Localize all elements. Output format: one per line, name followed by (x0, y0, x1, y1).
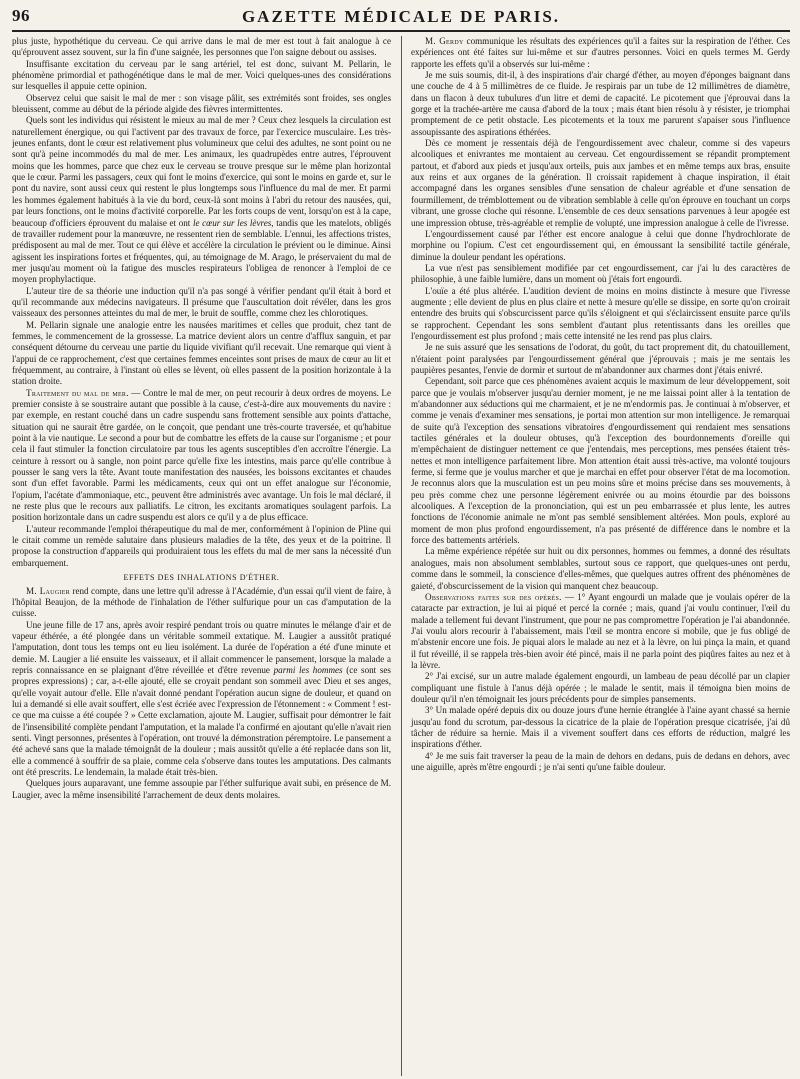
run-in-heading: Observations faites sur des opérés. (425, 591, 562, 602)
run-in-heading: Traitement du mal de mer. (26, 387, 129, 398)
paragraph (12, 586, 391, 620)
paragraph: M. Pellarin signale une analogie entre les nausées maritimes et celles que produit, chez tant de femmes, le commencement de la grossesse. La matrice devient alors un centre d'afflux sanguin, et par conséquent détourne du cerveau une partie du liquide vivifiant qu'il recevait. Une remarque qui vient à l'appui de ce rapprochement, c'est que certaines femmes enceintes sont prises de maux de cœur au lit et fréquemment, au contraire, à l'instant où elles se lèvent, où elles passent de la position horizontale à la station droite. (12, 319, 391, 387)
left-column (12, 36, 391, 1076)
italic-phrase: le cœur sur les lèvres (192, 217, 272, 228)
run-in-name: M. Laugier (26, 585, 71, 596)
journal-title: GAZETTE MÉDICALE DE PARIS. (241, 7, 561, 26)
paragraph: Insuffisante excitation du cerveau par le sang artériel, tel est donc, suivant M. Pellarin, le phénomène primordial et pathogénétique dans le mal de mer. Voici quelques-unes des considérations sur lesquelles il appuie cette opinion. (12, 58, 391, 92)
paragraph: Je me suis soumis, dit-il, à des inspirations d'air chargé d'éther, au moyen d'éponges baignant dans une couche de 4 à 5 millimètres de ce fluide. Je respirais par un tube de 12 millimètres de diamètre, dans un flacon à deux tubulures d'un litre et demi de capacité. Le picotement que j'éprouvai dans la gorge et la trachée-artère me causa d'abord de la toux ; mais étant bien résolu à y résister, je triomphai promptement de ce petit obstacle. Les picotements et la toux me parurent s'apaiser sous l'influence assoupissante des aspirations éthérées. (411, 70, 790, 137)
right-column (401, 36, 790, 1076)
text-run: Quels sont les individus qui résistent le mieux au mal de mer ? Ceux chez lesquels la circulation est naturellement énergique, ou qui l'activent par des travaux de force, par l'exercice musculaire. Les très-jeunes enfants, dont le cœur est relativement plus volumineux que celui des adultes, ne sont point ou ne sont qu'à peine incommodés du mal de mer. Les animaux, les quadrupèdes entre autres, l'éprouvent moins que les hommes, parce que chez eux le cerveau se trouve presque sur le même plan horizontal que le cœur. Parmi les passagers, ceux qui font le moins d'exercice, qui sont le moins en garde et, sur le pont du navire, sont aussi ceux qui restent le plus longtemps sous l'influence du mal de mer. Et parmi les hommes également habitués à la vie du bord, ceux-là sont moins à l'abri du retour des nausées, qui, par leurs fonctions, ont le moins d'activité corporelle. Par les forts coups de vent, lorsqu'on est à la cape, beaucoup d'officiers éprouvent du malaise et ont (12, 115, 391, 228)
text-run: , tandis que les matelots, obligés de travailler rudement pour la manœuvre, ne ressentent rien de semblable. L'ennui, les affections tristes, prédisposent au mal de mer. Tout ce qui élève et accélère la circulation le prévient ou le diminue. Ainsi agissent les inspirations fortes et fréquentes, qui, au témoignage de M. Arago, le préservaient du mal de mer jusqu'au moment où la fatigue des muscles respirateurs l'obligea de renoncer à l'emploi de ce moyen prophylactique. (12, 217, 391, 285)
paragraph: 2° J'ai excisé, sur un autre malade également engourdi, un lambeau de peau décollé par un clapier compliquant une fistule à l'anus déjà opérée ; le malade le sentit, mais il témoigna bien moins de douleur qu'il n'en témoignait les jours précédents pour de simples pansements. (411, 671, 790, 704)
paragraph: L'auteur recommande l'emploi thérapeutique du mal de mer, conformément à l'opinion de Pline qui le citait comme un remède salutaire dans plusieurs maladies de la tête, des yeux et de la poitrine. Il propose la construction d'appareils qui produiraient tous les effets du mal de mer sans la nécessité d'un embarquement. (12, 523, 391, 568)
paragraph: plus juste, hypothétique du cerveau. Ce qui arrive dans le mal de mer est tout à fait analogue à ce qu'éprouvent assez souvent, sur la fin d'une saignée, les personnes que l'on saigne debout ou assises. (12, 36, 391, 58)
paragraph: La même expérience répétée sur huit ou dix personnes, hommes ou femmes, a donné des résultats analogues, mais non absolument semblables, surtout sous ce rapport, que quelques-unes ont perdu, comme dans le sommeil, la conscience d'elles-mêmes, que quelques autres offrent des phénomènes de gaieté, d'obscurcissement de la vision qui manquent chez beaucoup. (411, 546, 790, 591)
paragraph (411, 592, 790, 671)
paragraph (411, 36, 790, 70)
text-run: communique les résultats des expériences qu'il a faites sur la respiration de l'éther. Ces expériences ont été faites sur lui-même et sur d'autres personnes. Voici en quels termes M. Gerdy rapporte les effets qu'il a observés sur lui-même : (411, 36, 790, 69)
paragraph: La vue n'est pas sensiblement modifiée par cet engourdissement, car j'ai lu des caractères de philosophie, à une faible lumière, dans un moment où j'étais fort engourdi. (411, 262, 790, 285)
paragraph: L'ouïe a été plus altérée. L'audition devient de moins en moins distincte à mesure que l'ivresse augmente ; elle devient de plus en plus claire et nette à mesure qu'elle se dissipe, en sorte qu'on croirait entendre des bruits qui s'obscurcissent parce qu'ils s'éloignent et qui s'éclaircissent ensuite parce qu'ils se rapprochent. Cependant les sons semblent d'autant plus retentissants dans les oreilles que l'engourdissement est plus profond ; mais cette intensité ne les rend pas plus clairs. (411, 285, 790, 341)
text-run: Une jeune fille de 17 ans, après avoir respiré pendant trois ou quatre minutes le mélange d'air et de vapeur éthérée, a été plongée dans un véritable sommeil extatique. M. Laugier a aussitôt pratiqué l'amputation, dont tous les temps ont eu lieu isolément. La durée de l'opération a été d'une minute et demie. M. Laugier a lié ensuite les vaisseaux, et il allait commencer le pansement, lorsque la malade a repris connaissance en se plaignant d'être réveillée et d'être revenue (12, 619, 391, 675)
run-in-name: M. Gerdy (425, 36, 464, 46)
paragraph: Je ne suis assuré que les sensations de l'odorat, du goût, du tact proprement dit, du chatouillement, n'étaient point paralysées par l'engourdissement général que j'éprouvais ; mais je me sentais les paupières pesantes, l'envie de dormir et surtout de m'abandonner aux charmes dont j'étais enivré. (411, 342, 790, 375)
text-run: rend compte, dans une lettre qu'il adresse à l'Académie, d'un essai qu'il vient de faire, à l'hôpital Beaujon, de la méthode de l'inhalation de l'éther sulfurique pour un cas d'amputation de la cuisse. (12, 585, 391, 619)
paragraph: L'auteur tire de sa théorie une induction qu'il n'a pas songé à vérifier pendant qu'il était à bord et qu'il recommande aux médecins navigateurs. Il présume que l'auscultation doit révéler, dans les gros vaisseaux des personnes atteintes du mal de mer, le bruit de souffle, comme chez les chlorotiques. (12, 285, 391, 319)
paragraph: Dès ce moment je ressentais déjà de l'engourdissement avec chaleur, comme si des vapeurs alcooliques et enivrantes me montaient au cerveau. Cet engourdissement se répandit promptement partout, et d'abord aux pieds et jusqu'aux orteils, puis aux jambes et en même temps aux bras, ensuite aux reins et aux organes de la génération. Il croissait rapidement à chaque inspiration, il était accompagné dans les organes sensibles d'une sensation de chaleur agréable et d'une sensation de fourmillement, de trémblottement ou de vibration semblable à celle qu'on éprouve en touchant un corps vibrant, une grosse cloche qui résonne. L'ensemble de ces deux sensations parvenues à leur apogée est une impression obtuse, très-agréable et remplie de volupté, une impression analogue à celle de l'ivresse. (411, 138, 790, 228)
paragraph: Quelques jours auparavant, une femme assoupie par l'éther sulfurique avait subi, en présence de M. Laugier, avec la même insensibilité l'arrachement de deux dents molaires. (12, 778, 391, 800)
paragraph: Cependant, soit parce que ces phénomènes avaient acquis le maximum de leur développement, soit parce que je voulais m'observer jusqu'au dernier moment, je ne me laissai point aller à la tentation de m'abandonner aux séductions qui me charmaient, et je ne m'endormis pas. Je continuai à m'observer, et comme je venais d'examiner mes sensations, je portai mon attention sur mon intelligence. Je remarquai de suite qu'à l'exception des sensations vibratoires d'engourdissement qui rendaient mes sensations tactiles générales et la douleur obtuses, qu'à l'exception des bourdonnements d'oreille qui m'empêchaient de distinguer nettement ce que j'entendais, mes perceptions, mes pensées étaient très-nettes et mon intelligence parfaitement libre. Mon attention était aussi très-active, ma volonté toujours ferme, si ferme que je voulus marcher et que je marchai en effet pour observer l'état de ma locomotion. Je reconnus alors que la musculation est un peu moins sûre et moins précise dans ses mouvements, à peu près comme chez une personne légèrement enivrée ou au moins étourdie par des boissons alcooliques. A l'exception de la prononciation, qui est un peu embarrassée et plus lente, les autres fonctions de l'économie animale ne m'ont pas semblé sensiblement altérées. Mon pouls, exploré au moment de mon plus profond engourdissement, n'a pas présenté de différence dans le nombre et la force des battements artériels. (411, 376, 790, 546)
section-heading: EFFETS DES INHALATIONS D'ÉTHER. (123, 573, 280, 583)
text-columns (12, 36, 790, 1076)
paragraph (12, 620, 391, 779)
paragraph: Observez celui que saisit le mal de mer : son visage pâlit, ses extrémités sont froides, ses ongles bleuissent, comme au début de la période algide des fièvres intermittentes. (12, 92, 391, 115)
paragraph: L'engourdissement causé par l'éther est encore analogue à celui que donne l'hydrochlorate de morphine ou l'opium. C'est cet engourdissement qui, en émoussant la sensibilité tactile générale, diminue la douleur pendant les opérations. (411, 228, 790, 262)
page-number: 96 (12, 6, 30, 25)
paragraph (12, 388, 391, 524)
paragraph: 3° Un malade opéré depuis dix ou douze jours d'une hernie étranglée à l'aine ayant chassé sa hernie jusqu'au fond du scrotum, par-dessous la cicatrice de la plaie de l'opération presque cicatrisée, j'ai dû tâcher de réduire sa hernie. Mais il a vivement souffert dans ces efforts de réduction, malgré les inspirations d'éther. (411, 705, 790, 750)
page-header (12, 4, 790, 32)
paragraph: 4° Je me suis fait traverser la peau de la main de dehors en dedans, puis de dedans en dehors, avec une aiguille, après m'être engourdi ; je n'ai senti qu'une faible douleur. (411, 750, 790, 772)
text-run: — 1° Ayant engourdi un malade que je voulais opérer de la cataracte par extraction, je lui ai piqué et percé la cornée ; mais, quand j'ai voulu continuer, l'œil du malade a tellement fui devant l'instrument, que pour ne pas compromettre l'opération je l'ai abandonnée. J'ai voulu alors recourir à l'abaissement, mais l'œil se montra encore si mobile, que je fus obligé de m'abstenir encore une fois. Je piquai alors le malade au nez et à la lèvre, on lui pinça la main, et quand il fut réveillé, il se rappela très-bien avoir été pincé, mais il ne parla point des piqûres faites au nez et à la lèvre. (411, 591, 790, 670)
paragraph (12, 115, 391, 285)
italic-phrase: parmi les hommes (273, 664, 343, 675)
text-run: (ce sont ses propres expressions) ; car, a-t-elle ajouté, elle se croyait pendant son sommeil avec Dieu et ses anges, qu'elle voyait autour d'elle. Elle n'avait donné pendant l'opération aucun signe de douleur, et quand on lui a demandé si elle avait souffert, elle s'est écriée avec l'expression de l'étonnement : « Comment ! est-ce que ma cuisse a été coupée ? » Cette exclamation, ajoute M. Laugier, suffisait pour démontrer le fait de l'insensibilité complète pendant l'amputation, et la malade l'a confirmé en ajoutant qu'elle n'avait rien senti. Vingt personnes, présentes à l'opération, ont trouvé la démonstration péremptoire. Le pansement a été achevé sans que la malade témoignât de la douleur ; mais aussitôt qu'elle a été replacée dans son lit, elle a commencé à souffrir de sa plaie, comme cela s'observe dans toutes les amputations. Des calmants ont été prescrits. Le lendemain, la malade était très-bien. (12, 664, 391, 777)
text-run: — Contre le mal de mer, on peut recourir à deux ordres de moyens. Le premier consiste à se soustraire autant que possible à la cause, c'est-à-dire aux mouvements du navire : par exemple, en restant couché dans un cadre suspendu sans frottement sensible aux points d'attache, situation qui ne saurait être gardée, on le conçoit, que pendant une très-courte traversée, et qu'habitue point à la vie nautique. Le second a pour but de combattre les effets de la cause sur l'organisme ; et pour cela il faut stimuler la fonction circulatoire par tous les agents susceptibles d'en accroître l'énergie. La ceinture à ressort ou à sangle, non point parce qu'elle fixe les intestins, mais parce qu'elle contribue à pousser le sang vers la tête. Avant toute manifestation des nausées, les boissons excitantes et chaudes sont d'un effet favorable. Parmi les médicaments, ceux qui ont un effet analogue sur l'économie, l'opium, l'acétate d'ammoniaque, etc., peuvent être administrés avec avantage. Un fois le mal déclaré, il ne reste plus que le recours aux palliatifs. Le citron, les excitants aromatiques soulagent parfois. La position horizontale dans un cadre suspendu est alors ce qu'il y a de plus efficace. (12, 387, 391, 523)
